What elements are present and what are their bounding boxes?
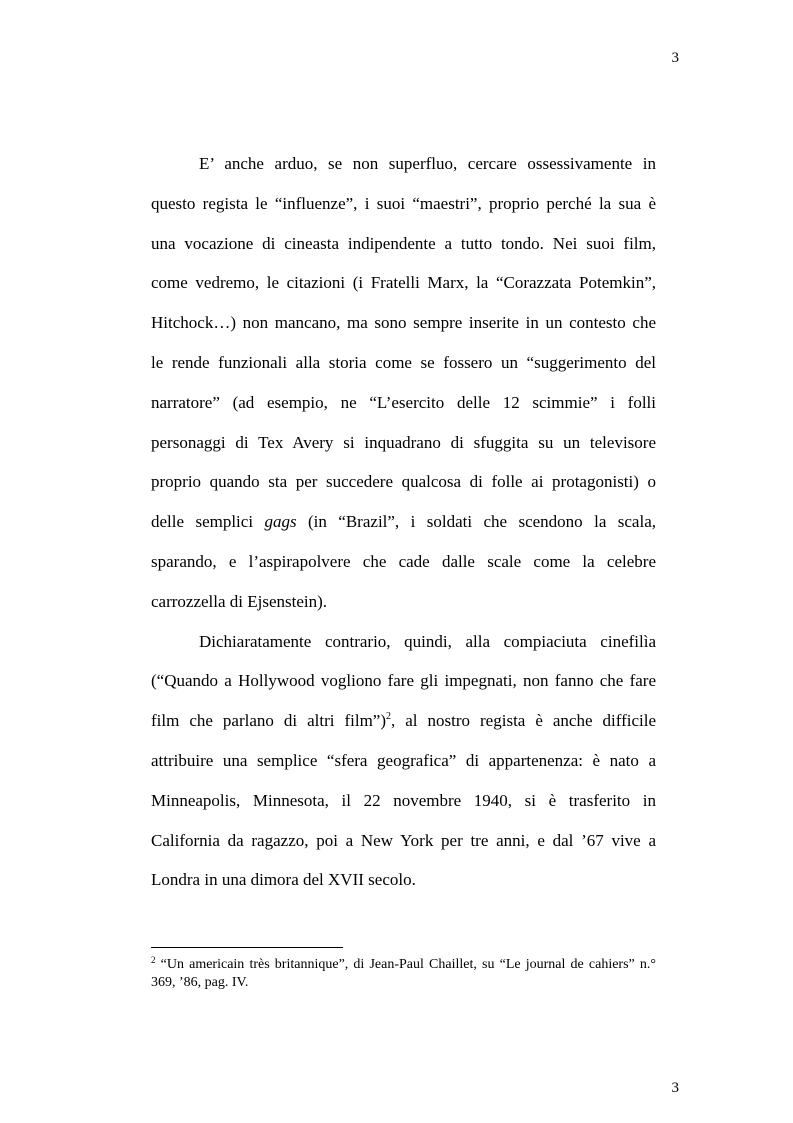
footnote-marker: 2: [151, 955, 156, 965]
text-line: [151, 502, 656, 542]
page-number-top: 3: [671, 50, 679, 66]
text-line: proprio quando sta per succedere qualcosa di folle ai protagonisti) o: [151, 472, 656, 492]
text-line: [151, 701, 656, 741]
footnote-line: [151, 956, 656, 974]
text-line: attribuire una semplice “sfera geografica” di appartenenza: è nato a: [151, 750, 656, 770]
text-segment: delle semplici: [151, 512, 265, 532]
text-segment: , al nostro regista è anche difficile: [391, 711, 656, 731]
footnote-line: 369, ’86, pag. IV.: [151, 975, 249, 990]
text-line: Dichiaratamente contrario, quindi, alla compiaciuta cinefilìa: [199, 631, 656, 651]
text-line: E’ anche arduo, se non superfluo, cercare ossessivamente in: [199, 154, 656, 173]
text-line: narratore” (ad esempio, ne “L’esercito delle 12 scimmie” i folli: [151, 392, 656, 412]
page-number-bottom: 3: [671, 1080, 679, 1096]
text-segment: film che parlano di altri film”): [151, 711, 387, 731]
text-line: Minneapolis, Minnesota, il 22 novembre 1940, si è trasferito in: [151, 790, 656, 810]
text-line: sparando, e l’aspirapolvere che cade dalle scale come la celebre: [151, 551, 656, 571]
paragraph-1: [151, 144, 656, 622]
text-line: carrozzella di Ejsenstein).: [151, 591, 328, 611]
text-line: le rende funzionali alla storia come se fossero un “suggerimento del: [151, 352, 656, 372]
text-segment: (in “Brazil”, i soldati che scendono la scala,: [296, 512, 657, 532]
footnote-text: “Un americain très britannique”, di Jean-Paul Chaillet, su “Le journal de cahiers” n.°: [155, 957, 656, 972]
footnote-reference: 2: [386, 711, 392, 723]
paragraph-2: [151, 622, 656, 901]
text-line: come vedremo, le citazioni (i Fratelli Marx, la “Corazzata Potemkin”,: [151, 273, 656, 293]
text-line: California da ragazzo, poi a New York per tre anni, e dal ’67 vive a: [151, 830, 656, 850]
text-line: (“Quando a Hollywood vogliono fare gli impegnati, non fanno che fare: [151, 671, 656, 691]
italic-term: gags: [264, 512, 297, 532]
footnote-separator: [151, 947, 343, 948]
footnote: [151, 956, 656, 992]
text-line: una vocazione di cineasta indipendente a tutto tondo. Nei suoi film,: [151, 233, 656, 253]
text-line: questo regista le “influenze”, i suoi “maestri”, proprio perché la sua è: [151, 193, 656, 213]
text-line: personaggi di Tex Avery si inquadrano di sfuggita su un televisore: [151, 432, 656, 452]
text-line: Londra in una dimora del XVII secolo.: [151, 870, 416, 890]
text-line: Hitchock…) non mancano, ma sono sempre inserite in un contesto che: [151, 313, 656, 333]
body-text: [151, 144, 656, 900]
